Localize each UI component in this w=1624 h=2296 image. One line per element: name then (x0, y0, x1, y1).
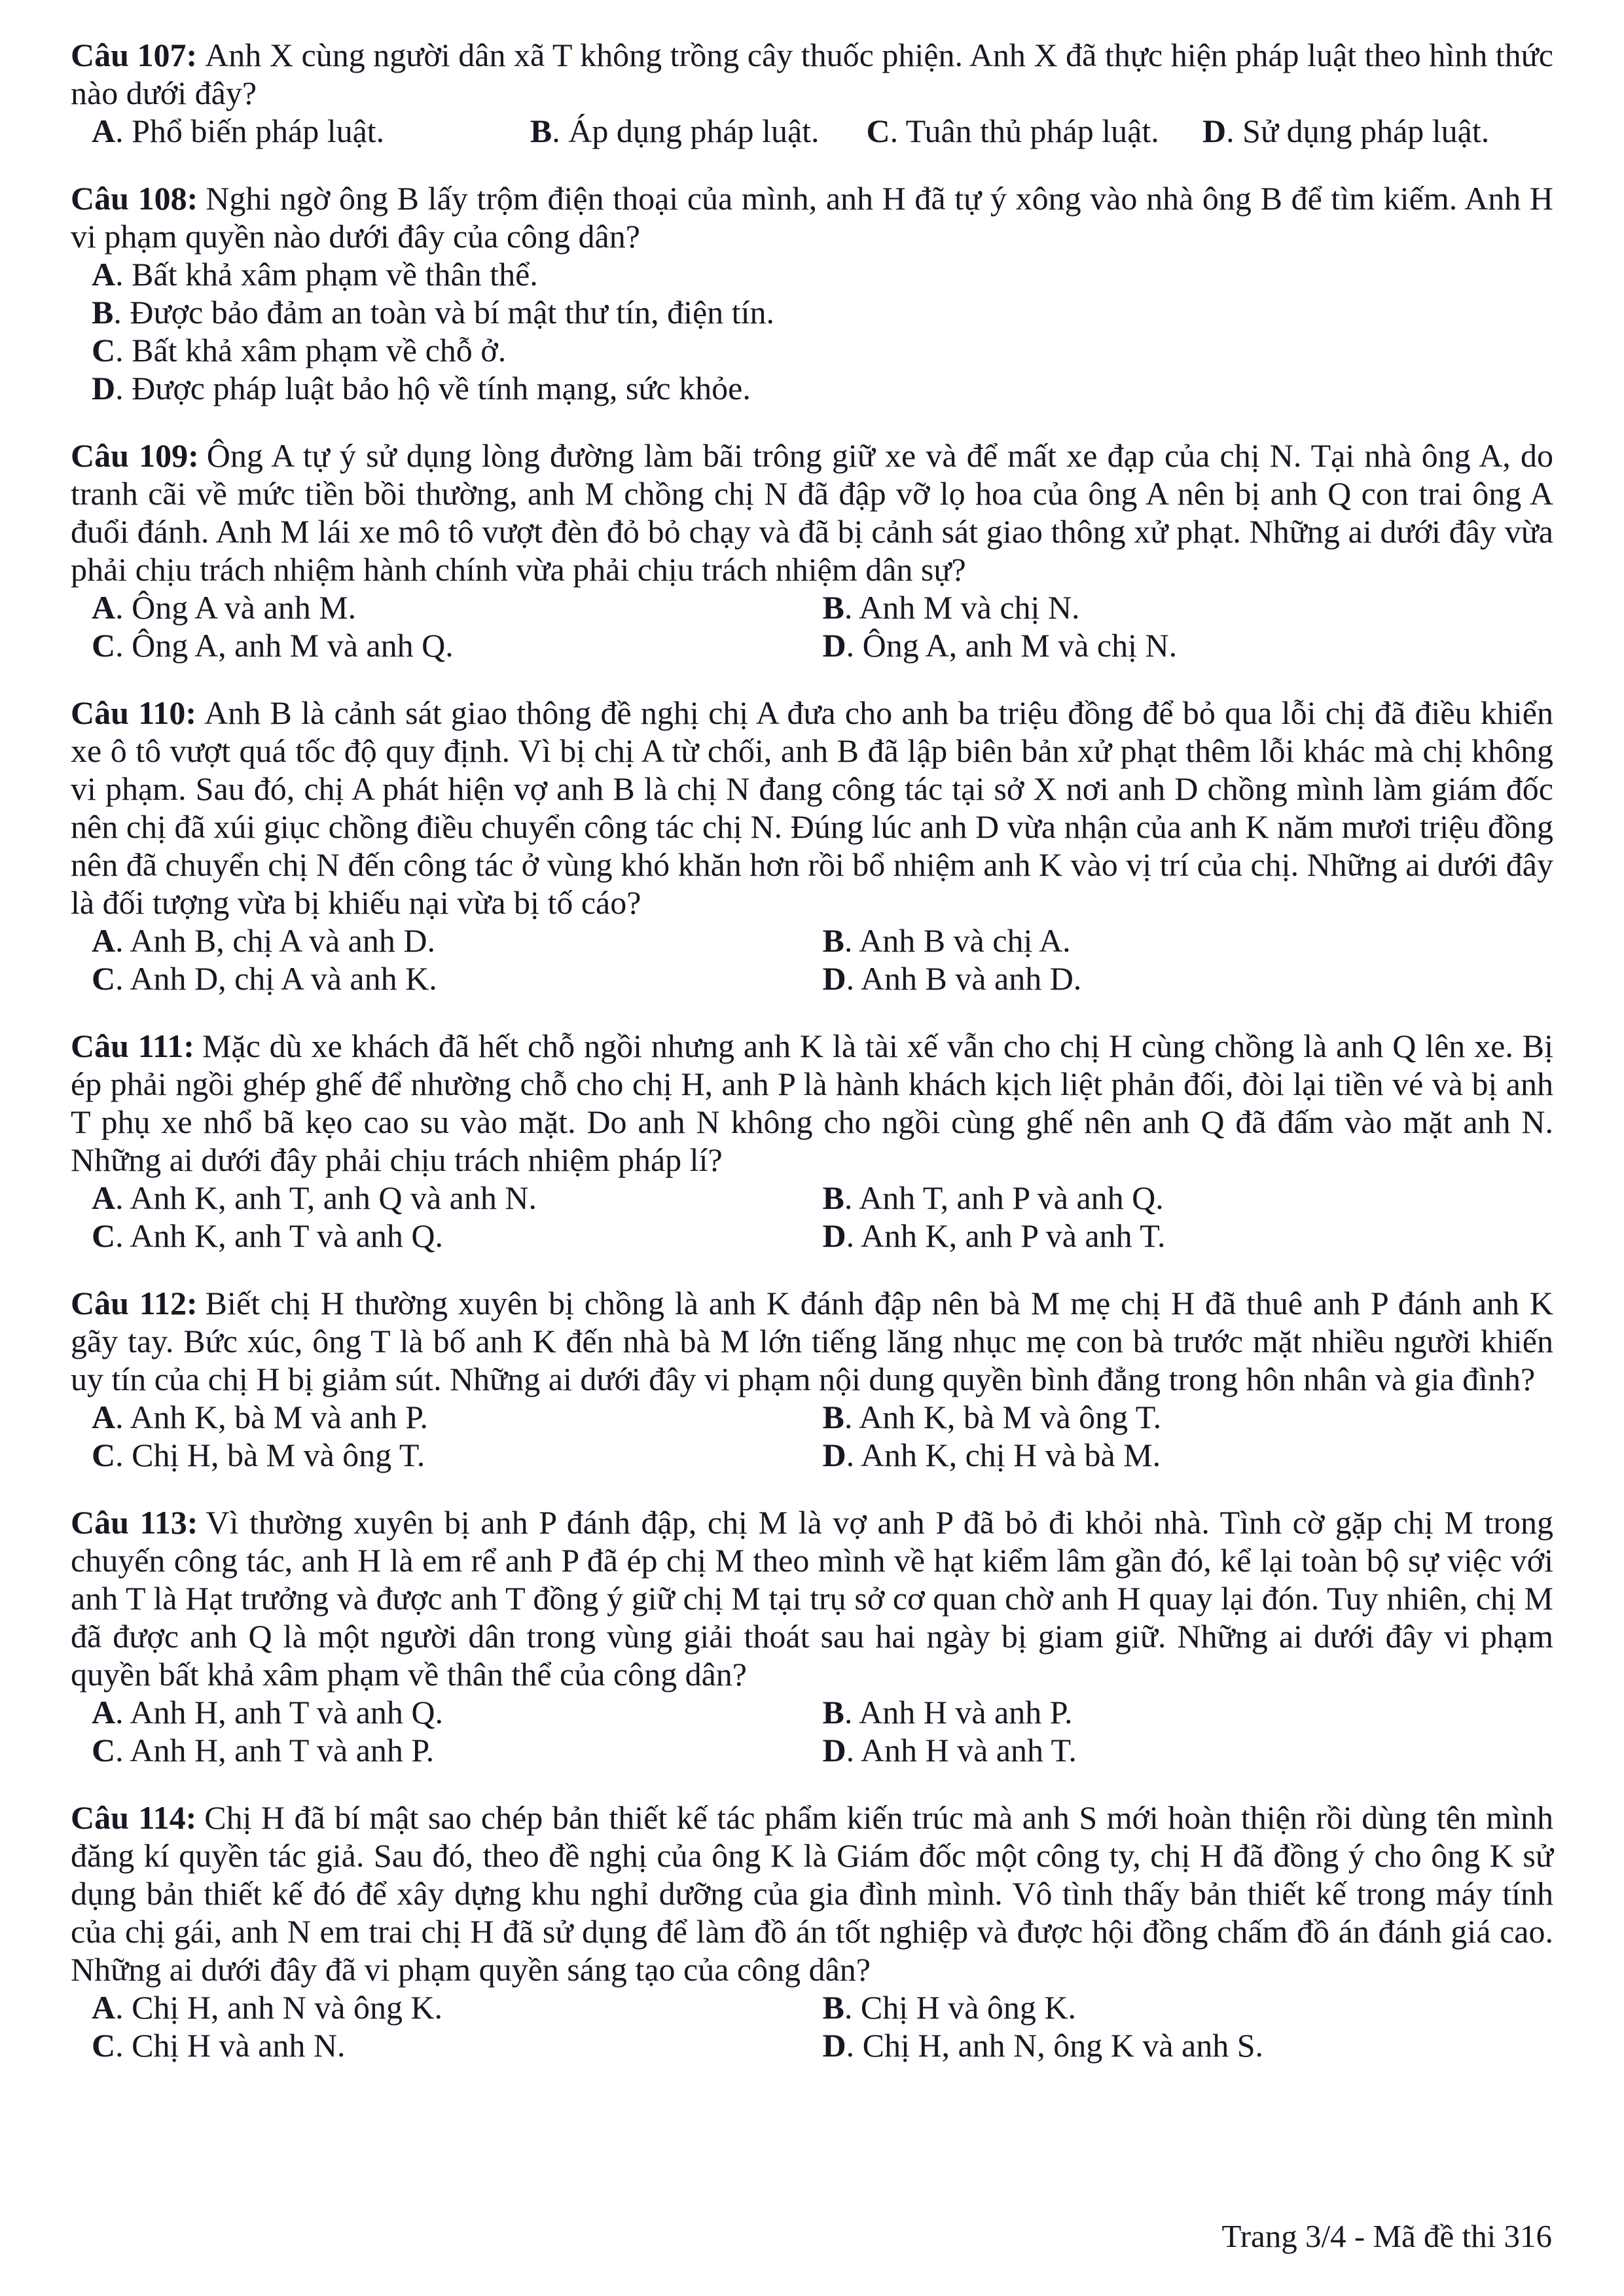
options-grid (92, 588, 1553, 664)
question-108 (71, 179, 1553, 407)
option-text: . Anh H và anh P. (844, 1694, 1073, 1731)
question-body (71, 1284, 1553, 1398)
option-letter: A (92, 589, 116, 626)
options-grid (92, 922, 1553, 997)
answer-option-b (823, 1179, 1554, 1217)
question-text: Anh X cùng người dân xã T không trồng cây thuốc phiện. Anh X đã thực hiện pháp luật theo hình thức nào dưới đây? (71, 37, 1553, 111)
answer-option-a (92, 588, 823, 626)
question-112 (71, 1284, 1553, 1474)
option-text: . Anh H và anh T. (846, 1732, 1077, 1768)
answer-option-a (92, 1179, 823, 1217)
option-letter: C (866, 113, 890, 149)
option-letter: D (822, 1732, 846, 1768)
question-body (71, 179, 1553, 255)
question-body (71, 694, 1553, 922)
option-letter: C (92, 1217, 116, 1254)
option-letter: C (92, 1437, 116, 1473)
question-body (71, 1799, 1553, 1988)
question-body (71, 1027, 1553, 1179)
answer-option-d (823, 626, 1554, 664)
answer-option-d (823, 1731, 1554, 1769)
question-109 (71, 437, 1553, 664)
answer-option-d (823, 2026, 1554, 2064)
option-letter: C (92, 332, 116, 368)
option-text: . Anh B và chị A. (844, 922, 1071, 959)
option-text: . Bất khả xâm phạm về chỗ ở. (115, 332, 507, 368)
option-letter: C (92, 1732, 116, 1768)
option-letter: A (92, 256, 116, 293)
question-113 (71, 1503, 1553, 1769)
question-107 (71, 36, 1553, 150)
option-letter: B (530, 113, 552, 149)
answer-option-b (823, 1988, 1554, 2026)
option-text: . Anh M và chị N. (844, 589, 1080, 626)
answer-option-a (92, 922, 823, 960)
options-grid (92, 1398, 1553, 1474)
option-text: . Được pháp luật bảo hộ về tính mạng, sức khỏe. (115, 370, 751, 406)
option-text: . Anh K, bà M và ông T. (844, 1399, 1162, 1435)
option-letter: B (92, 294, 114, 331)
question-text: Mặc dù xe khách đã hết chỗ ngồi nhưng anh K là tài xế vẫn cho chị H cùng chồng là anh Q lên xe. Bị ép phải ngồi ghép ghế để nhường chỗ cho chị H, anh P là hành khách kịch liệt phản đối, đòi lại tiền vé và bị anh T phụ xe nhổ bã kẹo cao su vào mặt. Do anh N không cho ngồi cùng ghế nên anh Q đã đấm vào mặt anh N. Những ai dưới đây phải chịu trách nhiệm pháp lí? (71, 1028, 1554, 1178)
question-114 (71, 1799, 1553, 2064)
answer-option-d (823, 960, 1554, 997)
question-number: Câu 108: (71, 180, 198, 217)
question-number: Câu 107: (71, 37, 198, 73)
answer-option-c (92, 1731, 823, 1769)
answer-option-b (823, 588, 1554, 626)
options-grid (92, 1988, 1553, 2064)
answer-option-a (92, 1398, 823, 1436)
question-text: Ông A tự ý sử dụng lòng đường làm bãi trông giữ xe và để mất xe đạp của chị N. Tại nhà ông A, do tranh cãi về mức tiền bồi thường, anh M chồng chị N đã đập vỡ lọ hoa của ông A nên bị anh Q con trai ông A đuổi đánh. Anh M lái xe mô tô vượt đèn đỏ bỏ chạy và đã bị cảnh sát giao thông xử phạt. Những ai dưới đây vừa phải chịu trách nhiệm hành chính vừa phải chịu trách nhiệm dân sự? (71, 437, 1553, 588)
answer-option-b (530, 112, 867, 150)
option-text: . Chị H, anh N, ông K và anh S. (846, 2027, 1264, 2064)
question-number: Câu 113: (71, 1504, 198, 1541)
question-text: Biết chị H thường xuyên bị chồng là anh K đánh đập nên bà M mẹ chị H đã thuê anh P đánh anh K gãy tay. Bức xúc, ông T là bố anh K đến nhà bà M lớn tiếng lăng nhục mẹ con bà trước mặt nhiều người khiến uy tín của chị H bị giảm sút. Những ai dưới đây vi phạm nội dung quyền bình đẳng trong hôn nhân và gia đình? (71, 1285, 1553, 1397)
answer-option-a (92, 112, 530, 150)
option-letter: B (822, 1399, 844, 1435)
options-list (92, 255, 1553, 407)
option-letter: A (92, 1399, 116, 1435)
question-number: Câu 114: (71, 1799, 197, 1836)
answer-option-c (92, 1217, 823, 1255)
option-letter: A (92, 922, 116, 959)
option-text: . Anh H, anh T và anh P. (115, 1732, 435, 1768)
answer-option-c (92, 626, 823, 664)
options-grid (92, 1179, 1553, 1255)
option-text: . Anh K, chị H và bà M. (846, 1437, 1161, 1473)
option-letter: D (822, 1217, 846, 1254)
question-text: Nghi ngờ ông B lấy trộm điện thoại của mình, anh H đã tự ý xông vào nhà ông B để tìm kiếm. Anh H vi phạm quyền nào dưới đây của công dân? (71, 180, 1553, 255)
option-text: . Chị H, anh N và ông K. (115, 1989, 443, 2026)
option-text: . Tuân thủ pháp luật. (890, 113, 1159, 149)
question-body (71, 1503, 1553, 1693)
option-text: . Anh K, anh P và anh T. (846, 1217, 1166, 1254)
option-text: . Anh K, anh T và anh Q. (115, 1217, 443, 1254)
option-letter: C (92, 960, 116, 997)
option-text: . Chị H và anh N. (115, 2027, 346, 2064)
question-111 (71, 1027, 1553, 1255)
answer-option-c (92, 331, 1553, 369)
option-text: . Sử dụng pháp luật. (1226, 113, 1490, 149)
option-text: . Ông A, anh M và chị N. (846, 627, 1178, 664)
answer-option-d (823, 1217, 1554, 1255)
option-letter: D (1202, 113, 1227, 149)
question-number: Câu 112: (71, 1285, 198, 1321)
answer-option-c (92, 2026, 823, 2064)
answer-option-d (823, 1436, 1554, 1474)
answer-option-c (92, 1436, 823, 1474)
answer-option-c (866, 112, 1202, 150)
answer-option-a (92, 1988, 823, 2026)
answer-option-b (823, 922, 1554, 960)
page-footer: Trang 3/4 - Mã đề thi 316 (1221, 2218, 1552, 2255)
option-letter: D (822, 627, 846, 664)
question-body (71, 36, 1553, 112)
question-text: Chị H đã bí mật sao chép bản thiết kế tác phẩm kiến trúc mà anh S mới hoàn thiện rồi dùng tên mình đăng kí quyền tác giả. Sau đó, theo đề nghị của ông K là Giám đốc một công ty, chị H đã đồng ý cho ông K sử dụng bản thiết kế đó để xây dựng khu nghỉ dưỡng của gia đình mình. Vô tình thấy bản thiết kế trong máy tính của chị gái, anh N em trai chị H đã sử dụng để làm đồ án tốt nghiệp và được hội đồng chấm đồ án đánh giá cao. Những ai dưới đây đã vi phạm quyền sáng tạo của công dân? (71, 1799, 1553, 1988)
option-letter: B (822, 922, 844, 959)
option-text: . Chị H, bà M và ông T. (115, 1437, 425, 1473)
option-letter: A (92, 1989, 116, 2026)
option-letter: B (822, 1989, 844, 2026)
option-text: . Phổ biến pháp luật. (115, 113, 385, 149)
question-text: Anh B là cảnh sát giao thông đề nghị chị A đưa cho anh ba triệu đồng để bỏ qua lỗi chị đã điều khiển xe ô tô vượt quá tốc độ quy định. Vì bị chị A từ chối, anh B đã lập biên bản xử phạt thêm lỗi khác mà chị không vi phạm. Sau đó, chị A phát hiện vợ anh B là chị N đang công tác tại sở X nơi anh D chồng mình làm giám đốc nên chị đã xúi giục chồng điều chuyển công tác chị N. Đúng lúc anh D vừa nhận của anh K năm mươi triệu đồng nên đã chuyển chị N đến công tác ở vùng khó khăn hơn rồi bổ nhiệm anh K vào vị trí của chị. Những ai dưới đây là đối tượng vừa bị khiếu nại vừa bị tố cáo? (71, 694, 1554, 921)
option-letter: A (92, 1694, 116, 1731)
option-letter: B (822, 1694, 844, 1731)
answer-option-a (92, 255, 1553, 293)
option-letter: D (822, 960, 846, 997)
option-letter: D (822, 2027, 846, 2064)
options-row (92, 112, 1553, 150)
option-letter: A (92, 113, 116, 149)
option-text: . Chị H và ông K. (844, 1989, 1077, 2026)
option-letter: A (92, 1179, 116, 1216)
option-text: . Anh K, anh T, anh Q và anh N. (115, 1179, 537, 1216)
option-letter: C (92, 627, 116, 664)
option-text: . Được bảo đảm an toàn và bí mật thư tín, điện tín. (113, 294, 774, 331)
question-number: Câu 110: (71, 694, 197, 731)
question-text: Vì thường xuyên bị anh P đánh đập, chị M là vợ anh P đã bỏ đi khỏi nhà. Tình cờ gặp chị M trong chuyến công tác, anh H là em rể anh P đã ép chị M theo mình về hạt kiểm lâm gần đó, kể lại toàn bộ sự việc với anh T là Hạt trưởng và được anh T đồng ý giữ chị M tại trụ sở cơ quan chờ anh H quay lại đón. Tuy nhiên, chị M đã được anh Q là một người dân trong vùng giải thoát sau hai ngày bị giam giữ. Những ai dưới đây vi phạm quyền bất khả xâm phạm về thân thể của công dân? (71, 1504, 1553, 1693)
question-number: Câu 111: (71, 1028, 194, 1064)
answer-option-b (823, 1398, 1554, 1436)
question-110 (71, 694, 1553, 997)
question-number: Câu 109: (71, 437, 199, 474)
answer-option-d (1202, 112, 1553, 150)
option-letter: C (92, 2027, 116, 2064)
option-text: . Anh B và anh D. (846, 960, 1082, 997)
answer-option-b (92, 293, 1553, 331)
option-text: . Anh K, bà M và anh P. (115, 1399, 428, 1435)
option-text: . Ông A và anh M. (115, 589, 357, 626)
option-text: . Anh H, anh T và anh Q. (115, 1694, 443, 1731)
answer-option-a (92, 1693, 823, 1731)
question-body (71, 437, 1553, 588)
option-letter: D (92, 370, 116, 406)
answer-option-b (823, 1693, 1554, 1731)
option-text: . Anh T, anh P và anh Q. (844, 1179, 1164, 1216)
options-grid (92, 1693, 1553, 1769)
option-letter: B (822, 589, 844, 626)
option-letter: D (822, 1437, 846, 1473)
option-text: . Anh B, chị A và anh D. (115, 922, 435, 959)
option-letter: B (822, 1179, 844, 1216)
option-text: . Anh D, chị A và anh K. (115, 960, 437, 997)
option-text: . Bất khả xâm phạm về thân thể. (115, 256, 538, 293)
answer-option-c (92, 960, 823, 997)
option-text: . Áp dụng pháp luật. (552, 113, 820, 149)
answer-option-d (92, 369, 1553, 407)
option-text: . Ông A, anh M và anh Q. (115, 627, 454, 664)
